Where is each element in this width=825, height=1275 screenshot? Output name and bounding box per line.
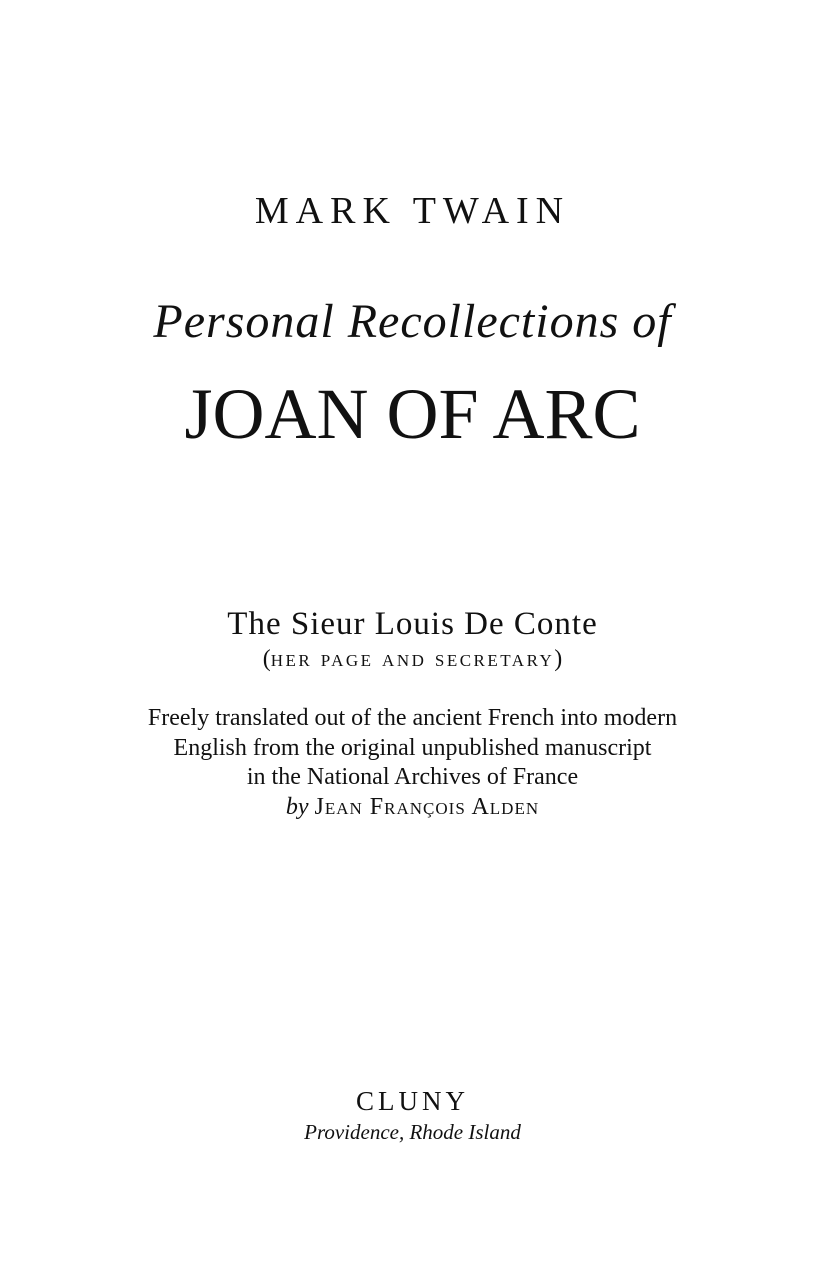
publisher-name: CLUNY	[356, 1086, 469, 1116]
role-open-paren: (	[262, 646, 271, 672]
translator-by: by	[285, 794, 309, 820]
publisher-location: Providence, Rhode Island	[304, 1120, 521, 1144]
narrator-name: The Sieur Louis De Conte	[227, 606, 598, 642]
author-name: MARK TWAIN	[254, 190, 571, 232]
role-close-paren: )	[554, 646, 563, 672]
book-subtitle: Personal Recollections of	[153, 295, 672, 348]
book-title: JOAN OF ARC	[184, 374, 641, 454]
narrator-role	[0, 644, 825, 674]
role-text: her page and secretary	[270, 646, 555, 672]
translator-name: Jean François Alden	[314, 794, 540, 820]
translation-note-line-3: in the National Archives of France	[246, 764, 579, 790]
translation-note-line-1: Freely translated out of the ancient French into modern	[147, 705, 678, 731]
translation-note-line-2: English from the original unpublished manuscript	[173, 735, 652, 761]
translator-credit	[0, 792, 825, 822]
